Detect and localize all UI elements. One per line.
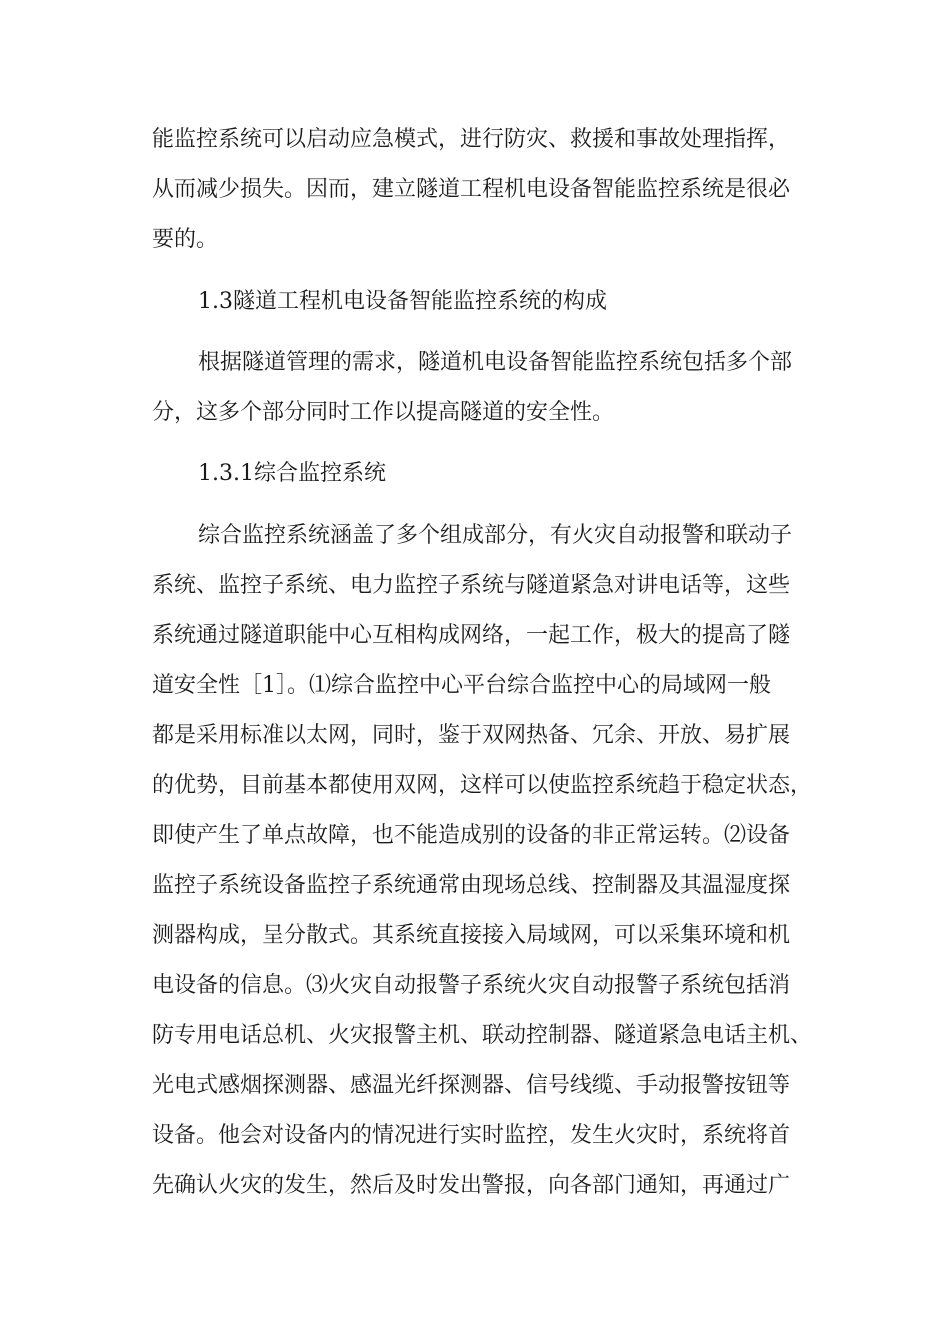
paragraph-line: 防专用电话总机、火灾报警主机、联动控制器、隧道紧急电话主机、 [152,1023,813,1048]
paragraph-line: 的优势，目前基本都使用双网，这样可以使监控系统趋于稳定状态， [152,773,813,798]
paragraph-line: 监控子系统设备监控子系统通常由现场总线、控制器及其温湿度探 [152,873,791,898]
paragraph-line: 先确认火灾的发生，然后及时发出警报，向各部门通知，再通过广 [152,1173,791,1198]
section-heading-1-3: 1.3隧道工程机电设备智能监控系统的构成 [198,289,607,314]
paragraph-line: 都是采用标准以太网，同时，鉴于双网热备、冗余、开放、易扩展 [152,723,791,748]
paragraph-line: 光电式感烟探测器、感温光纤探测器、信号线缆、手动报警按钮等 [152,1073,791,1098]
paragraph-line: 电设备的信息。⑶火灾自动报警子系统火灾自动报警子系统包括消 [152,973,791,998]
paragraph-line: 综合监控系统涵盖了多个组成部分，有火灾自动报警和联动子 [198,523,793,548]
paragraph-line: 从而减少损失。因而，建立隧道工程机电设备智能监控系统是很必 [152,177,791,202]
paragraph-line: 即使产生了单点故障，也不能造成别的设备的非正常运转。⑵设备 [152,823,791,848]
paragraph-line: 设备。他会对设备内的情况进行实时监控，发生火灾时，系统将首 [152,1123,791,1148]
paragraph-line: 分，这多个部分同时工作以提高隧道的安全性。 [152,400,615,425]
paragraph-line: 能监控系统可以启动应急模式，进行防灾、救援和事故处理指挥， [152,127,791,152]
paragraph-line: 要的。 [152,227,219,252]
section-heading-1-3-1: 1.3.1综合监控系统 [198,461,386,486]
paragraph-line: 道安全性［1］。⑴综合监控中心平台综合监控中心的局域网一般 [152,673,771,698]
paragraph-line: 系统、监控子系统、电力监控子系统与隧道紧急对讲电话等，这些 [152,573,791,598]
paragraph-line: 系统通过隧道职能中心互相构成网络，一起工作，极大的提高了隧 [152,623,791,648]
paragraph-line: 测器构成，呈分散式。其系统直接接入局域网，可以采集环境和机 [152,923,791,948]
paragraph-line: 根据隧道管理的需求，隧道机电设备智能监控系统包括多个部 [198,350,793,375]
